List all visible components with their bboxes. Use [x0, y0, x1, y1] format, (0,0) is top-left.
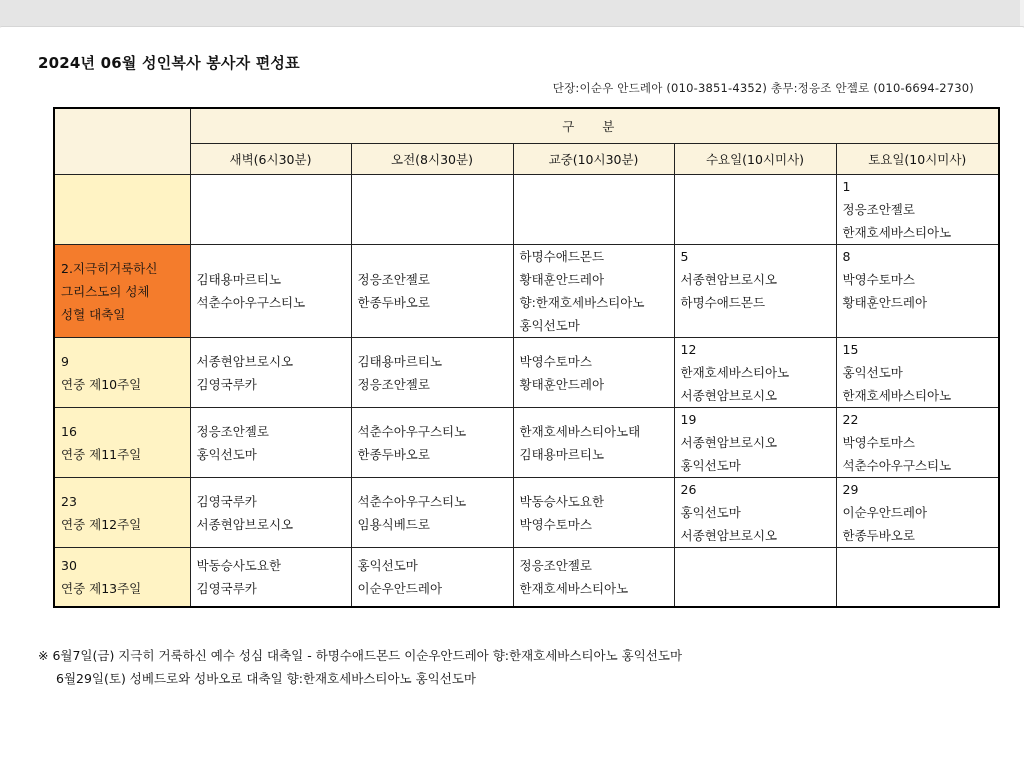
schedule-cell: [190, 175, 351, 245]
schedule-cell: [351, 175, 513, 245]
cell-text: 홍익선도마: [196, 446, 257, 462]
footnote: ※ 6월7일(금) 지극히 거룩하신 예수 성심 대축일 - 하명수애드몬드 이순우안드레아 향:한재호세바스티아노 홍익선도마: [38, 648, 683, 663]
schedule-cell: [836, 408, 999, 478]
cell-text: 8: [842, 249, 851, 264]
schedule-cell: [836, 338, 999, 408]
cell-text: 이순우안드레아: [357, 581, 443, 596]
cell-text: 석춘수아우구스티노: [196, 295, 306, 310]
cell-text: 박영수토마스: [842, 435, 915, 450]
schedule-cell: [190, 338, 351, 408]
schedule-cell: [513, 245, 674, 338]
column-header: 토요일(10시미사): [836, 144, 999, 175]
cell-text: 서종현암브로시오: [196, 516, 294, 532]
cell-text: 황태훈안드레아: [519, 376, 605, 392]
schedule-cell: [836, 548, 999, 608]
cell-text: 한재호세바스티아노: [680, 365, 790, 380]
cell-text: 김영국루카: [196, 376, 257, 392]
schedule-cell: [674, 245, 836, 338]
cell-text: 하명수애드몬드: [680, 295, 766, 310]
date-label: 2.지극히거룩하신: [61, 260, 158, 276]
column-header: 새벽(6시30분): [190, 144, 351, 175]
date-label: 9: [61, 353, 69, 369]
cell-text: 하명수애드몬드: [519, 249, 605, 264]
cell-text: 19: [680, 412, 697, 427]
date-label: 연중 제13주일: [61, 581, 142, 596]
table-row: [54, 245, 999, 338]
cell-text: 정응조안젤로: [357, 376, 430, 392]
cell-text: 정응조안젤로: [357, 272, 430, 287]
cell-text: 박영수토마스: [519, 353, 592, 369]
cell-text: 임용식베드로: [357, 516, 430, 532]
footnote: 6월29일(토) 성베드로와 성바오로 대축일 향:한재호세바스티아노 홍익선도마: [56, 671, 476, 686]
date-label: 16: [61, 423, 77, 439]
column-header: 오전(8시30분): [351, 144, 513, 175]
column-header: 교중(10시30분): [513, 144, 674, 175]
schedule-cell: [190, 548, 351, 608]
cell-text: 서종현암브로시오: [680, 272, 778, 287]
cell-text: 한재호세바스티아노: [519, 581, 629, 596]
table-row: [54, 338, 999, 408]
date-cell: [54, 175, 190, 245]
footnotes: [38, 644, 682, 690]
schedule-cell: [674, 478, 836, 548]
schedule-cell: [674, 338, 836, 408]
cell-text: 홍익선도마: [680, 505, 741, 520]
table-row: [54, 478, 999, 548]
cell-text: 홍익선도마: [680, 458, 741, 473]
schedule-cell: [513, 548, 674, 608]
schedule-cell: [190, 245, 351, 338]
window-edge: [1020, 0, 1024, 26]
cell-text: 26: [680, 482, 697, 497]
cell-text: 정응조안젤로: [519, 558, 592, 573]
cell-text: 1: [842, 179, 851, 194]
column-header: 수요일(10시미사): [674, 144, 836, 175]
cell-text: 22: [842, 412, 859, 427]
date-cell: [54, 478, 190, 548]
date-label: 23: [61, 493, 77, 509]
schedule-cell: [836, 245, 999, 338]
schedule-cell: [513, 478, 674, 548]
date-cell: [54, 338, 190, 408]
cell-text: 박동승사도요한: [519, 493, 605, 509]
cell-text: 석춘수아우구스티노: [357, 493, 467, 509]
schedule-cell: [190, 478, 351, 548]
cell-text: 석춘수아우구스티노: [357, 423, 467, 439]
cell-text: 김태용마르티노: [519, 446, 605, 462]
cell-text: 서종현암브로시오: [680, 528, 778, 543]
schedule-cell: [836, 175, 999, 245]
cell-text: 황태훈안드레아: [519, 272, 605, 287]
date-label: 연중 제12주일: [61, 516, 142, 532]
cell-text: 29: [842, 482, 859, 497]
cell-text: 홍익선도마: [519, 318, 580, 333]
cell-text: 석춘수아우구스티노: [842, 458, 952, 473]
cell-text: 정응조안젤로: [196, 423, 269, 439]
cell-text: 한종두바오로: [357, 446, 430, 462]
table-row: [54, 548, 999, 608]
schedule-cell: [674, 408, 836, 478]
date-label: 성혈 대축일: [61, 306, 126, 322]
cell-text: 12: [680, 342, 697, 357]
cell-text: 김태용마르티노: [196, 272, 282, 287]
schedule-cell: [513, 338, 674, 408]
cell-text: 서종현암브로시오: [680, 388, 778, 403]
date-label: 30: [61, 558, 77, 573]
schedule-cell: [351, 478, 513, 548]
cell-text: 박영수토마스: [519, 516, 592, 532]
cell-text: 김영국루카: [196, 581, 257, 596]
cell-text: 박동승사도요한: [196, 558, 282, 573]
date-cell: [54, 548, 190, 608]
schedule-cell: [836, 478, 999, 548]
date-label: 연중 제10주일: [61, 376, 142, 392]
schedule-table: [53, 107, 1000, 608]
cell-text: 황태훈안드레아: [842, 295, 928, 310]
cell-text: 이순우안드레아: [842, 505, 928, 520]
cell-text: 한재호세바스티아노: [842, 225, 952, 240]
cell-text: 15: [842, 342, 859, 357]
schedule-cell: [513, 175, 674, 245]
cell-text: 김영국루카: [196, 493, 257, 509]
table-row: [54, 175, 999, 245]
schedule-cell: [351, 338, 513, 408]
cell-text: 서종현암브로시오: [680, 435, 778, 450]
cell-text: 한재호세바스티아노태: [519, 423, 641, 439]
group-header: 구 분: [190, 108, 999, 144]
schedule-cell: [351, 548, 513, 608]
schedule-cell: [351, 245, 513, 338]
document-title: 2024년 06월 성인복사 봉사자 편성표: [38, 54, 300, 72]
cell-text: 홍익선도마: [842, 365, 903, 380]
cell-text: 박영수토마스: [842, 272, 915, 287]
table-row: [54, 408, 999, 478]
schedule-cell: [674, 175, 836, 245]
cell-text: 한종두바오로: [842, 528, 915, 543]
schedule-cell: [351, 408, 513, 478]
cell-text: 5: [680, 249, 689, 264]
contact-info: 단장:이순우 안드레아 (010-3851-4352) 총무:정응조 안젤로 (010-6694-2730): [552, 81, 974, 95]
date-label: 연중 제11주일: [61, 446, 142, 462]
date-cell: [54, 245, 190, 338]
cell-text: 서종현암브로시오: [196, 353, 294, 369]
cell-text: 정응조안젤로: [842, 202, 915, 217]
cell-text: 한재호세바스티아노: [842, 388, 952, 403]
schedule-cell: [674, 548, 836, 608]
cell-text: 김태용마르티노: [357, 353, 443, 369]
cell-text: 홍익선도마: [357, 558, 418, 573]
schedule-cell: [513, 408, 674, 478]
date-cell: [54, 408, 190, 478]
cell-text: 향:한재호세바스티아노: [519, 295, 645, 310]
date-label: 그리스도의 성체: [61, 283, 150, 299]
schedule-cell: [190, 408, 351, 478]
corner-cell: [54, 108, 190, 175]
cell-text: 한종두바오로: [357, 295, 430, 310]
